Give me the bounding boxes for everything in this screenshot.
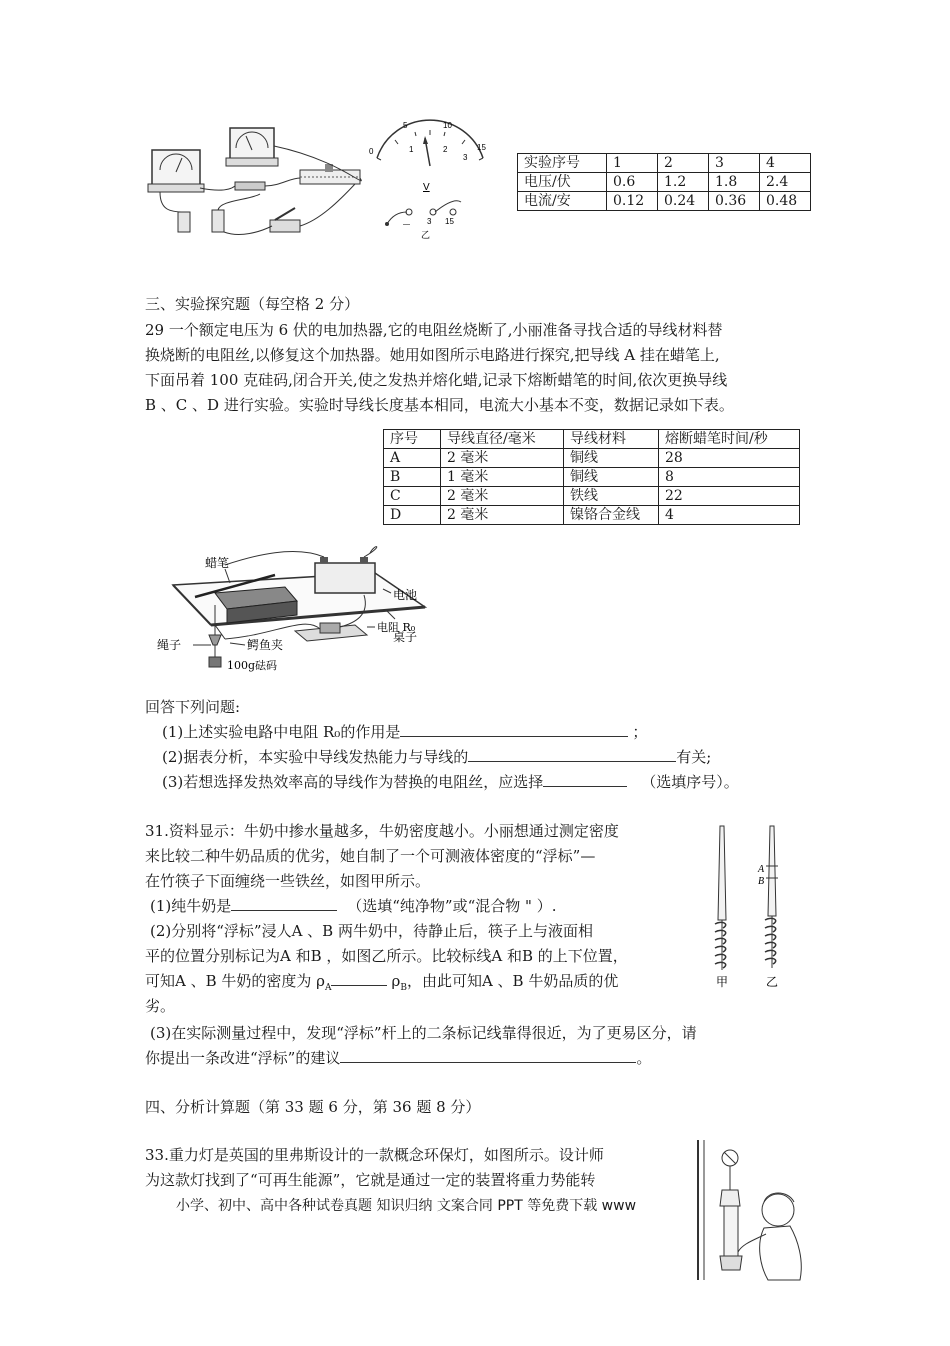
label-eyujia: 鳄鱼夹 (247, 638, 284, 652)
q29-part-1: (1)上述实验电路中电阻 R₀的作用是 ； (162, 723, 648, 741)
answer-blank-1[interactable] (400, 722, 628, 737)
q31-part-3-line-2: 你提出一条改进“浮标”的建议 。 (145, 1049, 652, 1067)
answer-blank-6[interactable] (340, 1048, 636, 1063)
label-zhuozi: 桌子 (393, 630, 418, 644)
gravity-lamp-figure (690, 1140, 810, 1285)
dial-scale-1: 1 (409, 145, 414, 154)
dial-tick-15: 15 (477, 143, 486, 152)
dial-tick-5: 5 (403, 121, 408, 130)
footer-watermark-text: 小学、初中、高中各种试卷真题 知识归纳 文案合同 PPT 等免费下载 www (176, 1198, 637, 1214)
dial-unit-v: V (423, 182, 430, 193)
q29-part-3: (3)若想选择发热效率高的导线作为替换的电阻丝，应选择 （选填序号）。 (162, 773, 739, 791)
q31-part-2-line-3: 可知A 、B 牛奶的密度为 $\rho_A$ $\rho_B$，由此可知A 、B 牛奶品质的优 (145, 972, 619, 993)
q33-line-1: 33.重力灯是英国的里弗斯设计的一款概念环保灯，如图所示。设计师 (145, 1146, 604, 1164)
table-row: D 2 毫米 镍铬合金线 4 (384, 506, 800, 525)
table-row: A 2 毫米 铜线 28 (384, 449, 800, 468)
label-famao: 100g砝码 (227, 659, 278, 672)
circuit-apparatus-figure (140, 120, 370, 240)
terminal-3: 3 (427, 217, 432, 226)
crayon-experiment-figure (155, 545, 445, 695)
table-row: 电压/伏 0.6 1.2 1.8 2.4 (518, 173, 811, 192)
table-row: C 2 毫米 铁线 22 (384, 487, 800, 506)
q33-line-2: 为这款灯找到了“可再生能源”，它就是通过一定的装置将重力势能转 (145, 1171, 596, 1189)
dial-scale-3: 3 (463, 153, 468, 162)
float-label-yi: 乙 (766, 975, 779, 989)
table-row: 实验序号 1 2 3 4 (518, 154, 811, 173)
q29-line-3: 下面吊着 100 克硅码,闭合开关,使之发热并熔化蜡,记录下熔断蜡笔的时间,依次更换导线 (145, 371, 728, 389)
answer-blank-3[interactable] (543, 772, 627, 787)
float-label-b: B (758, 876, 765, 887)
float-chopstick-figure (706, 820, 810, 990)
float-label-a: A (758, 864, 765, 875)
label-shengzi: 绳子 (157, 638, 182, 652)
q29-line-2: 换烧断的电阻丝,以修复这个加热器。她用如图所示电路进行探究,把导线 A 挂在蜡笔上, (145, 346, 720, 364)
q31-line-3: 在竹筷子下面缠绕一些铁丝，如图甲所示。 (145, 872, 431, 890)
q29-line-4: B 、C 、D 进行实验。实验时导线长度基本相同，电流大小基本不变，数据记录如下表。 (145, 396, 734, 414)
voltage-current-table (517, 153, 811, 211)
dial-tick-0: 0 (369, 147, 374, 156)
q31-part-3-line-1: (3)在实际测量过程中，发现“浮标”杆上的二条标记线靠得很近，为了更易区分，请 (150, 1024, 697, 1042)
q29-line-1: 29 一个额定电压为 6 伏的电加热器,它的电阻丝烧断了,小丽准备寻找合适的导线材料替 (145, 321, 723, 339)
q31-part-2-line-1: (2)分别将“浮标”浸人A 、B 两牛奶中，待静止后，筷子上与液面相 (150, 922, 593, 940)
q29-part-2: (2)据表分析，本实验中导线发热能力与导线的 有关; (162, 748, 712, 766)
terminal-minus: — (403, 221, 410, 228)
figure-label-yi: 乙 (421, 231, 431, 241)
table-header-row: 序号 导线直径/毫米 导线材料 熔断蜡笔时间/秒 (384, 430, 800, 449)
label-dianzu: 电阻 R₀ (377, 621, 416, 634)
answer-blank-4[interactable] (231, 896, 337, 911)
section3-heading: 三、实验探究题（每空格 2 分） (145, 295, 360, 313)
q31-part-1: (1)纯牛奶是 （选填“纯净物”或“混合物 " ）. (150, 897, 557, 915)
answer-intro: 回答下列问题: (145, 698, 241, 716)
wire-material-table (383, 429, 800, 525)
q31-part-2-line-4: 劣。 (145, 997, 176, 1015)
answer-blank-2[interactable] (468, 747, 676, 762)
table-row: B 1 毫米 铜线 8 (384, 468, 800, 487)
section4-heading: 四、分析计算题（第 33 题 6 分，第 36 题 8 分） (145, 1098, 481, 1116)
terminal-15: 15 (445, 217, 454, 226)
q31-line-1: 31.资料显示：牛奶中掺水量越多，牛奶密度越小。小丽想通过测定密度 (145, 822, 619, 840)
table-row: 电流/安 0.12 0.24 0.36 0.48 (518, 192, 811, 211)
dial-scale-2: 2 (443, 145, 448, 154)
label-lazhi: 蜡笔 (205, 556, 230, 570)
label-dianchi: 电池 (393, 588, 418, 602)
answer-blank-5[interactable] (331, 971, 387, 986)
q31-part-2-line-2: 平的位置分别标记为A 和B ，如图乙所示。比较标线A 和B 的上下位置， (145, 947, 628, 965)
q31-line-2: 来比较二种牛奶品质的优劣，她自制了一个可测液体密度的“浮标”— (145, 847, 596, 865)
voltmeter-dial-figure (365, 118, 495, 243)
dial-tick-10: 10 (443, 121, 452, 130)
float-label-jia: 甲 (716, 975, 729, 989)
